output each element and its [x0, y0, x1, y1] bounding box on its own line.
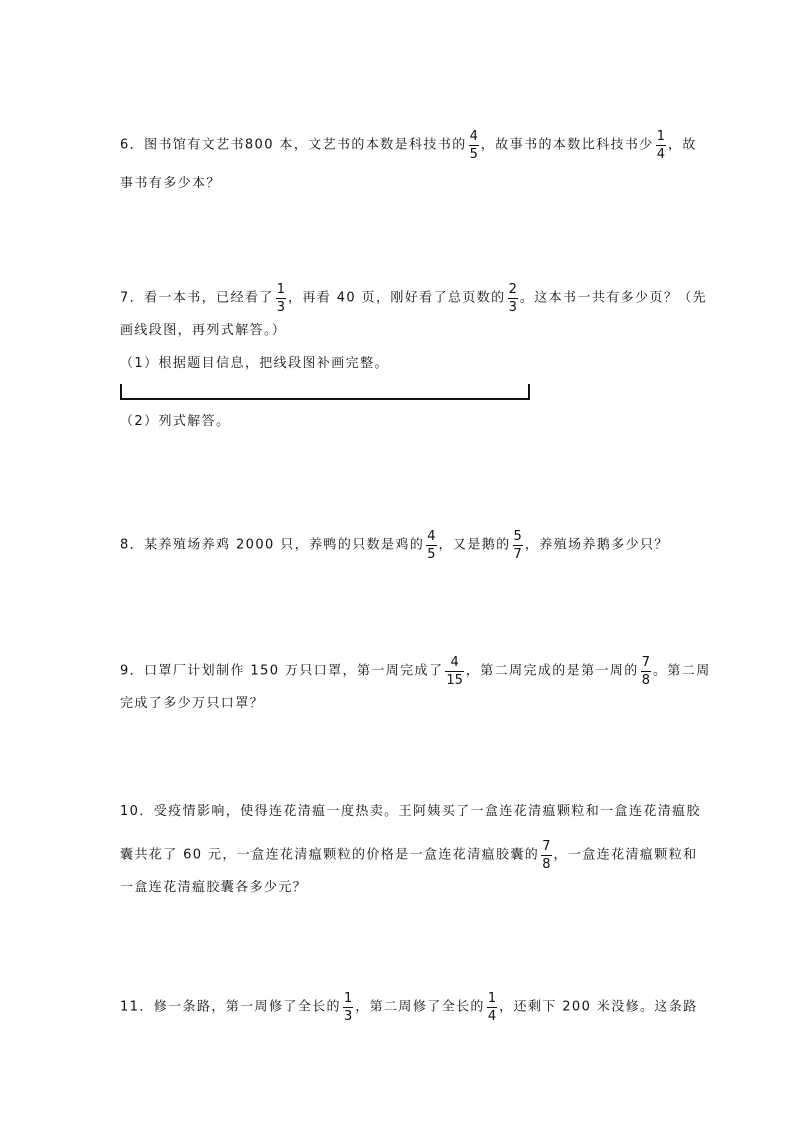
sub-question-2 — [120, 410, 230, 434]
problem-line — [120, 529, 669, 562]
problem-line — [120, 655, 711, 688]
problem-number: 7． — [120, 290, 145, 306]
problem-line — [120, 692, 264, 716]
fraction: $\frac{1}{4}$ — [487, 991, 497, 1024]
fraction: $\frac{7}{8}$ — [641, 655, 650, 688]
problem-text: 图书馆有文艺书800 本，文艺书的本数是科技书的 — [144, 137, 467, 153]
problem-text: ，故事书的本数比科技书少 — [480, 137, 654, 153]
fraction: $\frac{2}{3}$ — [508, 282, 517, 315]
problem-number: 8． — [120, 537, 145, 553]
problem-number: 11． — [120, 999, 154, 1015]
fraction: $\frac{1}{4}$ — [656, 129, 665, 162]
fraction: $\frac{4}{5}$ — [469, 129, 478, 162]
problem-line — [120, 172, 221, 196]
fraction: $\frac{1}{3}$ — [343, 991, 353, 1024]
problem-text: ，再看 40 页，刚好看了总页数的 — [287, 290, 506, 306]
problem-line — [120, 129, 697, 162]
fraction: $\frac{4}{5}$ — [427, 529, 436, 562]
problem-text: 受疫情影响，使得连花清瘟一度热卖。王阿姨买了一盒连花清瘟颗粒和一盒连花清瘟胶 — [153, 804, 701, 819]
problem-text: ，第二周完成的是第一周的 — [465, 663, 639, 679]
problem-text: 完成了多少万只口罩？ — [120, 696, 265, 711]
sub-question-1 — [120, 352, 389, 376]
problem-text: ，养殖场养鹅多少只？ — [524, 537, 669, 553]
problem-text: ，还剩下 200 米没修。这条路 — [499, 999, 698, 1015]
fraction: $\frac{1}{3}$ — [276, 282, 285, 315]
problem-text: 事书有多少本？ — [120, 176, 221, 191]
problem-text: ，第二周修了全长的 — [355, 999, 485, 1015]
problem-line — [120, 839, 698, 872]
problem-text: 。第二周 — [653, 663, 711, 679]
problem-number: 6． — [120, 137, 145, 153]
problem-text: 囊共花了 60 元，一盒连花清瘟颗粒的价格是一盒连花清瘟胶囊的 — [120, 847, 540, 863]
problem-text: 口罩厂计划制作 150 万只口罩，第一周完成了 — [144, 663, 444, 679]
problem-text: 画线段图，再列式解答。） — [120, 323, 287, 338]
problem-line — [120, 319, 286, 343]
problem-line — [120, 800, 701, 824]
problem-text: 。这本书一共有多少页？（先 — [519, 290, 708, 306]
fraction: $\frac{7}{8}$ — [542, 839, 551, 872]
problem-text: 一盒连花清瘟胶囊各多少元？ — [120, 880, 308, 895]
problem-number: 9． — [120, 663, 145, 679]
problem-text: ，故 — [668, 137, 697, 153]
problem-text: ，一盒连花清瘟颗粒和 — [553, 847, 698, 863]
problem-text: 看一本书，已经看了 — [144, 290, 274, 306]
problem-text: （2）列式解答。 — [120, 414, 231, 429]
problem-text: 某养殖场养鸡 2000 只，养鸭的只数是鸡的 — [144, 537, 425, 553]
problem-text: （1）根据题目信息，把线段图补画完整。 — [120, 356, 389, 371]
problem-line — [120, 876, 307, 900]
problem-text: ，又是鹅的 — [438, 537, 511, 553]
problem-line — [120, 991, 698, 1024]
line-segment-diagram — [120, 384, 530, 400]
problem-line — [120, 282, 708, 315]
problem-number: 10． — [120, 804, 154, 819]
problem-text: 修一条路，第一周修了全长的 — [153, 999, 341, 1015]
fraction: $\frac{4}{15}$ — [446, 655, 463, 688]
fraction: $\frac{5}{7}$ — [513, 529, 522, 562]
